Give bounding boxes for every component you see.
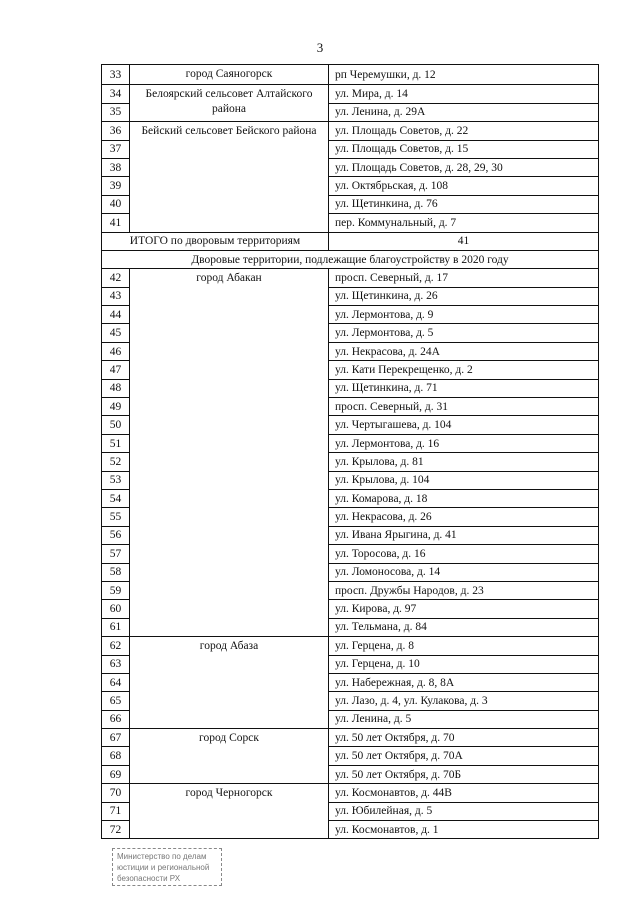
address-cell: ул. Площадь Советов, д. 15 [329, 140, 599, 158]
address-cell: ул. Ломоносова, д. 14 [329, 563, 599, 581]
address-table [101, 64, 599, 839]
row-number: 55 [102, 508, 130, 526]
row-number: 70 [102, 784, 130, 802]
row-number: 39 [102, 177, 130, 195]
address-cell: ул. Юбилейная, д. 5 [329, 802, 599, 820]
row-number: 45 [102, 324, 130, 342]
stamp-line: Министерство по делам [117, 852, 207, 861]
table-row [102, 122, 599, 140]
address-cell: ул. Лазо, д. 4, ул. Кулакова, д. 3 [329, 692, 599, 710]
row-number: 56 [102, 526, 130, 544]
row-number: 57 [102, 545, 130, 563]
table-row [102, 729, 599, 747]
table-part-a [102, 65, 599, 233]
row-number: 69 [102, 765, 130, 783]
address-cell: ул. Некрасова, д. 26 [329, 508, 599, 526]
section-title: Дворовые территории, подлежащие благоустройству в 2020 году [102, 250, 599, 268]
table-row [102, 85, 599, 103]
row-number: 50 [102, 416, 130, 434]
municipality-cell: город Черногорск [130, 784, 329, 839]
address-cell: ул. Космонавтов, д. 44В [329, 784, 599, 802]
address-cell: ул. Набережная, д. 8, 8А [329, 673, 599, 691]
address-cell: ул. 50 лет Октября, д. 70 [329, 729, 599, 747]
address-cell: просп. Северный, д. 17 [329, 269, 599, 287]
table-row [102, 65, 599, 85]
address-cell: ул. Герцена, д. 10 [329, 655, 599, 673]
address-cell: ул. Крылова, д. 81 [329, 453, 599, 471]
address-cell: просп. Дружбы Народов, д. 23 [329, 581, 599, 599]
municipality-cell: Белоярский сельсовет Алтайского района [130, 85, 329, 122]
address-cell: ул. 50 лет Октября, д. 70А [329, 747, 599, 765]
row-number: 64 [102, 673, 130, 691]
row-number: 52 [102, 453, 130, 471]
table-row [102, 784, 599, 802]
address-cell: пер. Коммунальный, д. 7 [329, 214, 599, 232]
row-number: 46 [102, 342, 130, 360]
address-cell: ул. Мира, д. 14 [329, 85, 599, 103]
address-cell: ул. Крылова, д. 104 [329, 471, 599, 489]
address-cell: ул. Лермонтова, д. 9 [329, 306, 599, 324]
municipality-cell: город Абаза [130, 637, 329, 729]
row-number: 54 [102, 489, 130, 507]
row-number: 34 [102, 85, 130, 103]
address-cell: ул. Площадь Советов, д. 22 [329, 122, 599, 140]
page-number: 3 [316, 40, 324, 55]
address-cell: рп Черемушки, д. 12 [329, 65, 599, 85]
row-number: 35 [102, 103, 130, 121]
municipality-cell: Бейский сельсовет Бейского района [130, 122, 329, 232]
row-number: 48 [102, 379, 130, 397]
address-cell: ул. Площадь Советов, д. 28, 29, 30 [329, 158, 599, 176]
row-number: 38 [102, 158, 130, 176]
address-cell: ул. Октябрьская, д. 108 [329, 177, 599, 195]
address-cell: ул. Герцена, д. 8 [329, 637, 599, 655]
address-cell: ул. Лермонтова, д. 5 [329, 324, 599, 342]
table-row [102, 269, 599, 287]
row-number: 53 [102, 471, 130, 489]
municipality-cell: город Саяногорск [130, 65, 329, 85]
address-cell: ул. Ивана Ярыгина, д. 41 [329, 526, 599, 544]
stamp-line: безопасности РХ [117, 874, 181, 883]
stamp-line: юстиции и региональной [117, 863, 210, 872]
address-cell: ул. Щетинкина, д. 71 [329, 379, 599, 397]
row-number: 41 [102, 214, 130, 232]
row-number: 71 [102, 802, 130, 820]
address-cell: ул. Тельмана, д. 84 [329, 618, 599, 636]
row-number: 40 [102, 195, 130, 213]
address-cell: ул. Некрасова, д. 24А [329, 342, 599, 360]
row-number: 33 [102, 65, 130, 85]
row-number: 63 [102, 655, 130, 673]
table-total-section [102, 232, 599, 269]
table-part-b [102, 269, 599, 839]
total-label: ИТОГО по дворовым территориям [102, 232, 329, 250]
total-row [102, 232, 599, 250]
address-cell: ул. Торосова, д. 16 [329, 545, 599, 563]
row-number: 72 [102, 821, 130, 839]
address-cell: просп. Северный, д. 31 [329, 398, 599, 416]
row-number: 44 [102, 306, 130, 324]
row-number: 65 [102, 692, 130, 710]
total-value: 41 [329, 232, 599, 250]
address-cell: ул. Кирова, д. 97 [329, 600, 599, 618]
municipality-cell: город Абакан [130, 269, 329, 637]
row-number: 49 [102, 398, 130, 416]
row-number: 66 [102, 710, 130, 728]
address-cell: ул. Кати Перекрещенко, д. 2 [329, 361, 599, 379]
address-cell: ул. Чертыгашева, д. 104 [329, 416, 599, 434]
row-number: 68 [102, 747, 130, 765]
row-number: 47 [102, 361, 130, 379]
address-cell: ул. Щетинкина, д. 26 [329, 287, 599, 305]
row-number: 51 [102, 434, 130, 452]
row-number: 42 [102, 269, 130, 287]
address-cell: ул. Ленина, д. 29А [329, 103, 599, 121]
address-cell: ул. Ленина, д. 5 [329, 710, 599, 728]
row-number: 58 [102, 563, 130, 581]
row-number: 61 [102, 618, 130, 636]
section-header-row [102, 250, 599, 268]
address-cell: ул. Лермонтова, д. 16 [329, 434, 599, 452]
address-cell: ул. 50 лет Октября, д. 70Б [329, 765, 599, 783]
address-cell: ул. Космонавтов, д. 1 [329, 821, 599, 839]
address-cell: ул. Щетинкина, д. 76 [329, 195, 599, 213]
row-number: 37 [102, 140, 130, 158]
address-cell: ул. Комарова, д. 18 [329, 489, 599, 507]
row-number: 60 [102, 600, 130, 618]
registration-stamp [112, 848, 222, 886]
row-number: 36 [102, 122, 130, 140]
row-number: 43 [102, 287, 130, 305]
table-row [102, 637, 599, 655]
row-number: 62 [102, 637, 130, 655]
row-number: 59 [102, 581, 130, 599]
municipality-cell: город Сорск [130, 729, 329, 784]
row-number: 67 [102, 729, 130, 747]
